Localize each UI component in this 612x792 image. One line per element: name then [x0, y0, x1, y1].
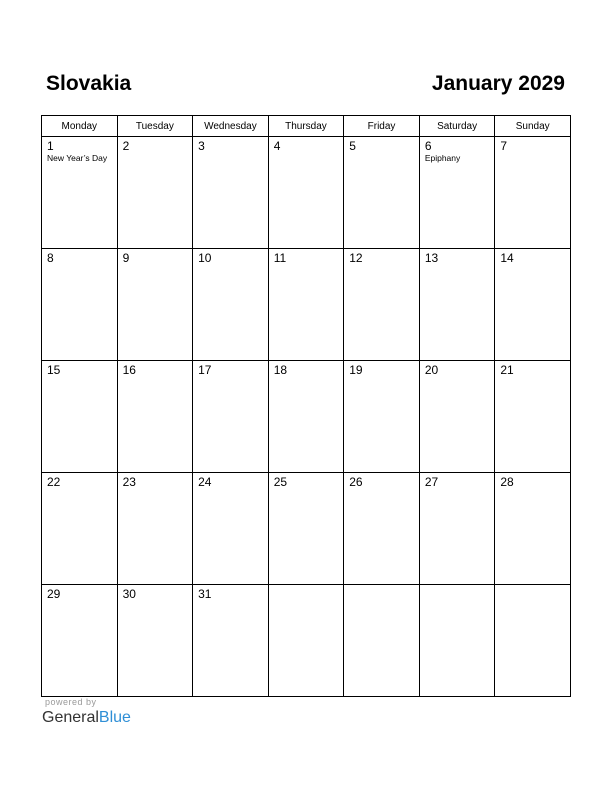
day-cell [193, 473, 269, 585]
weekday-header: Thursday [268, 116, 344, 137]
day-cell [495, 249, 571, 361]
weekday-header: Sunday [495, 116, 571, 137]
day-cell [117, 585, 193, 697]
day-cell [419, 473, 495, 585]
day-cell [419, 249, 495, 361]
day-cell [495, 361, 571, 473]
weekday-header: Monday [42, 116, 118, 137]
day-number: 12 [349, 251, 363, 265]
holiday-label: Epiphany [424, 153, 461, 163]
week-row [42, 249, 571, 361]
day-number: 23 [122, 475, 136, 489]
day-number: 10 [198, 251, 212, 265]
day-number: 3 [198, 139, 205, 153]
weekday-header: Tuesday [117, 116, 193, 137]
week-row [42, 361, 571, 473]
day-cell [193, 249, 269, 361]
week-row [42, 137, 571, 249]
week-row [42, 585, 571, 697]
day-number: 8 [47, 251, 54, 265]
day-cell [268, 137, 344, 249]
day-cell [419, 137, 495, 249]
day-cell [344, 585, 420, 697]
day-cell [344, 249, 420, 361]
weekday-header: Friday [344, 116, 420, 137]
day-number: 17 [198, 363, 212, 377]
weekday-header: Saturday [419, 116, 495, 137]
day-cell [495, 137, 571, 249]
day-number: 31 [198, 587, 212, 601]
day-number: 19 [349, 363, 363, 377]
day-cell [344, 361, 420, 473]
day-cell [495, 585, 571, 697]
day-cell [268, 473, 344, 585]
day-number: 2 [122, 139, 130, 153]
day-number: 7 [500, 139, 508, 153]
day-cell [117, 137, 193, 249]
powered-by-text: powered by [45, 697, 97, 707]
logo-text-general: General [42, 709, 99, 726]
day-number: 27 [424, 475, 439, 489]
day-number: 25 [273, 475, 288, 489]
day-number: 30 [122, 587, 136, 601]
day-cell [268, 585, 344, 697]
generalblue-logo [42, 708, 131, 728]
logo-text-blue: Blue [98, 709, 131, 726]
holiday-label: New Year’s Day [47, 153, 108, 163]
day-cell [193, 137, 269, 249]
day-cell [42, 361, 118, 473]
day-number: 24 [198, 475, 212, 489]
day-number: 13 [424, 251, 439, 265]
day-cell [495, 473, 571, 585]
day-number: 14 [500, 251, 514, 265]
day-cell [344, 473, 420, 585]
week-row [42, 473, 571, 585]
day-cell [268, 249, 344, 361]
day-cell [419, 361, 495, 473]
weekday-header-row [42, 116, 571, 137]
day-cell [117, 361, 193, 473]
day-cell [42, 137, 118, 249]
day-cell [193, 361, 269, 473]
day-number: 28 [500, 475, 514, 489]
day-number: 26 [349, 475, 363, 489]
day-number: 21 [500, 363, 514, 377]
day-number: 6 [424, 139, 432, 153]
day-number: 15 [47, 363, 61, 377]
month-year-title: January 2029 [431, 72, 565, 95]
day-cell [268, 361, 344, 473]
day-number: 1 [47, 139, 54, 153]
weekday-header: Wednesday [193, 116, 269, 137]
day-number: 20 [424, 363, 439, 377]
day-number: 9 [122, 251, 130, 265]
day-number: 4 [273, 139, 281, 153]
day-number: 29 [47, 587, 61, 601]
day-number: 11 [273, 251, 287, 265]
day-cell [42, 473, 118, 585]
day-cell [419, 585, 495, 697]
day-cell [117, 473, 193, 585]
calendar-grid [41, 115, 571, 697]
day-cell [193, 585, 269, 697]
day-cell [42, 585, 118, 697]
day-cell [42, 249, 118, 361]
day-cell [117, 249, 193, 361]
country-title: Slovakia [46, 72, 132, 95]
day-number: 18 [273, 363, 288, 377]
day-number: 22 [47, 475, 61, 489]
day-number: 5 [349, 139, 356, 153]
day-number: 16 [122, 363, 136, 377]
day-cell [344, 137, 420, 249]
